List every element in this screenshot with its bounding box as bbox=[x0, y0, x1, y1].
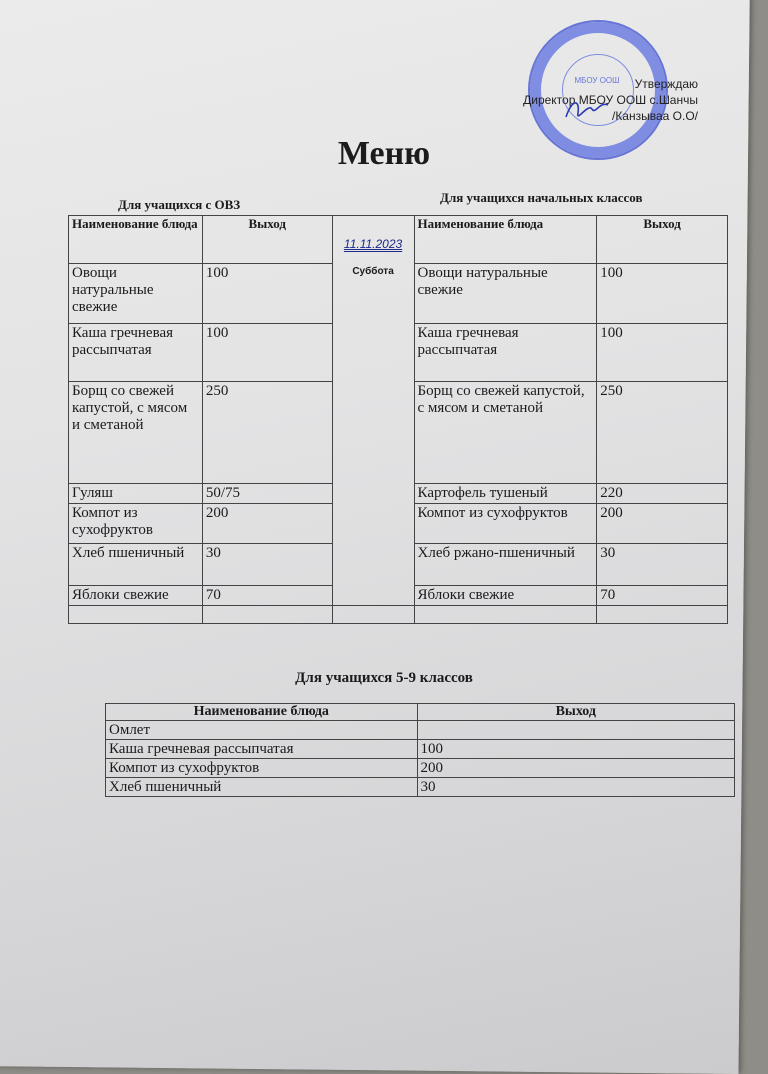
table-row bbox=[106, 740, 735, 759]
empty-cell bbox=[69, 606, 203, 624]
ovz-item-name: Борщ со свежей капустой, с мясом и сметаной bbox=[69, 382, 203, 484]
primary-item-output: 100 bbox=[597, 324, 728, 382]
ovz-col-name: Наименование блюда bbox=[69, 216, 203, 264]
approval-line-1: Утверждаю bbox=[634, 77, 698, 91]
grades59-col-output: Выход bbox=[417, 704, 734, 721]
grades59-item-output: 200 bbox=[417, 759, 734, 778]
primary-item-name: Яблоки свежие bbox=[414, 586, 597, 606]
empty-cell bbox=[597, 606, 728, 624]
ovz-item-output: 70 bbox=[202, 586, 332, 606]
stamp-text: МБОУ ООШ bbox=[574, 76, 620, 85]
ovz-item-name: Овощи натуральные свежие bbox=[69, 264, 203, 324]
primary-item-output: 200 bbox=[597, 504, 728, 544]
grades59-item-name: Хлеб пшеничный bbox=[106, 778, 418, 797]
ovz-item-name: Яблоки свежие bbox=[69, 586, 203, 606]
primary-heading: Для учащихся начальных классов bbox=[440, 190, 643, 205]
approval-line-2: Директор МБОУ ООШ с.Шанчы bbox=[523, 93, 698, 107]
page-title: Меню bbox=[337, 135, 431, 172]
grades59-heading: Для учащихся 5-9 классов bbox=[295, 670, 473, 686]
primary-item-name: Компот из сухофруктов bbox=[414, 504, 597, 544]
ovz-item-name: Гуляш bbox=[69, 484, 203, 504]
grades59-item-name: Каша гречневая рассыпчатая bbox=[106, 740, 418, 759]
table-row bbox=[106, 759, 735, 778]
primary-item-name: Каша гречневая рассыпчатая bbox=[414, 324, 597, 382]
primary-item-name: Хлеб ржано-пшеничный bbox=[414, 544, 597, 586]
table-empty-row bbox=[69, 606, 728, 624]
primary-item-name: Овощи натуральные свежие bbox=[414, 264, 597, 324]
primary-item-output: 100 bbox=[597, 264, 728, 324]
grades59-item-output: 30 bbox=[417, 778, 734, 797]
ovz-col-output: Выход bbox=[202, 216, 332, 264]
ovz-item-output: 50/75 bbox=[202, 484, 332, 504]
signature-icon bbox=[562, 95, 612, 125]
ovz-item-name: Хлеб пшеничный bbox=[69, 544, 203, 586]
grades59-item-output: 100 bbox=[417, 740, 734, 759]
empty-cell bbox=[414, 606, 597, 624]
table-row bbox=[106, 721, 735, 740]
empty-cell bbox=[332, 606, 414, 624]
ovz-item-name: Каша гречневая рассыпчатая bbox=[69, 324, 203, 382]
primary-item-output: 220 bbox=[597, 484, 728, 504]
ovz-item-output: 100 bbox=[202, 264, 332, 324]
approval-line-3: /Канзываа О.О/ bbox=[611, 109, 698, 123]
ovz-item-output: 200 bbox=[202, 504, 332, 544]
primary-col-output: Выход bbox=[597, 216, 728, 264]
grades59-col-name: Наименование блюда bbox=[106, 704, 418, 721]
table-header-row bbox=[69, 216, 728, 264]
ovz-heading: Для учащихся с ОВЗ bbox=[118, 197, 241, 212]
menu-table-main bbox=[68, 215, 728, 624]
primary-item-output: 30 bbox=[597, 544, 728, 586]
menu-table-grades59 bbox=[105, 703, 735, 797]
grades59-item-name: Омлет bbox=[106, 721, 418, 740]
table-row bbox=[106, 778, 735, 797]
ovz-item-output: 250 bbox=[202, 382, 332, 484]
day-cell bbox=[332, 216, 414, 606]
primary-col-name: Наименование блюда bbox=[414, 216, 597, 264]
primary-item-name: Борщ со свежей капустой, с мясом и сметаной bbox=[414, 382, 597, 484]
menu-day-name: Суббота bbox=[352, 266, 394, 277]
grades59-item-name: Компот из сухофруктов bbox=[106, 759, 418, 778]
menu-date: 11.11.2023 bbox=[343, 237, 403, 251]
primary-item-output: 250 bbox=[597, 382, 728, 484]
ovz-item-output: 100 bbox=[202, 324, 332, 382]
primary-item-output: 70 bbox=[597, 586, 728, 606]
grades59-item-output bbox=[417, 721, 734, 740]
empty-cell bbox=[202, 606, 332, 624]
primary-item-name: Картофель тушеный bbox=[414, 484, 597, 504]
ovz-item-output: 30 bbox=[202, 544, 332, 586]
table-header-row bbox=[106, 704, 735, 721]
ovz-item-name: Компот из сухофруктов bbox=[69, 504, 203, 544]
